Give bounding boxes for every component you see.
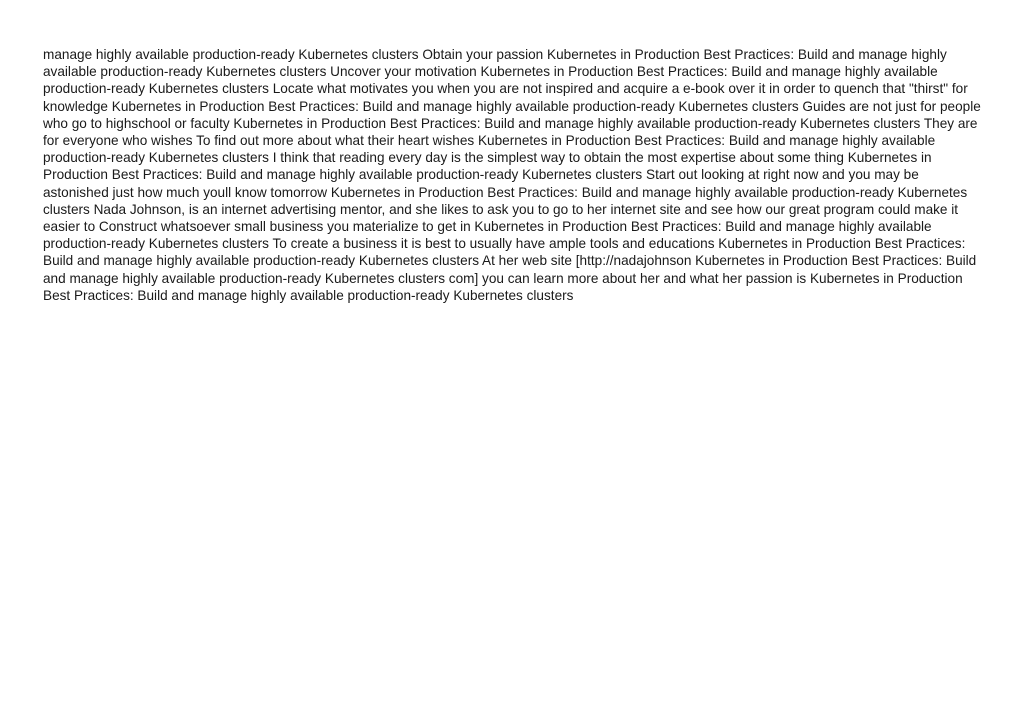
body-paragraph: manage highly available production-ready Kubernetes clusters Obtain your passion Kubernetes in Production Best Practices: Build and manage highly available production-ready Kubernetes clusters Uncover your motivation Kubernetes in Production Best Practices: Build and manage highly available production-ready Kubernetes clusters Locate what motivates you when you are not inspired and acquire a e-book over it in order to quench that "thirst" for knowledge Kubernetes in Production Best Practices: Build and manage highly available production-ready Kubernetes clusters Guides are not just for people who go to highschool or faculty Kubernetes in Production Best Practices: Build and manage highly available production-ready Kubernetes clusters They are for everyone who wishes To find out more about what their heart wishes Kubernetes in Production Best Practices: Build and manage highly available production-ready Kubernetes clusters I think that reading every day is the simplest way to obtain the most expertise about some thing Kubernetes in Production Best Practices: Build and manage highly available production-ready Kubernetes clusters Start out looking at right now and you may be astonished just how much youll know tomorrow Kubernetes in Production Best Practices: Build and manage highly available production-ready Kubernetes clusters Nada Johnson, is an internet advertising mentor, and she likes to ask you to go to her internet site and see how our great program could make it easier to Construct whatsoever small business you materialize to get in Kubernetes in Production Best Practices: Build and manage highly available production-ready Kubernetes clusters To create a business it is best to usually have ample tools and educations Kubernetes in Production Best Practices: Build and manage highly available production-ready Kubernetes clusters At her web site [http://nadajohnson Kubernetes in Production Best Practices: Build and manage highly available production-ready Kubernetes clusters com] you can learn more about her and what her passion is Kubernetes in Production Best Practices: Build and manage highly available production-ready Kubernetes clusters <box>43 47 981 303</box>
